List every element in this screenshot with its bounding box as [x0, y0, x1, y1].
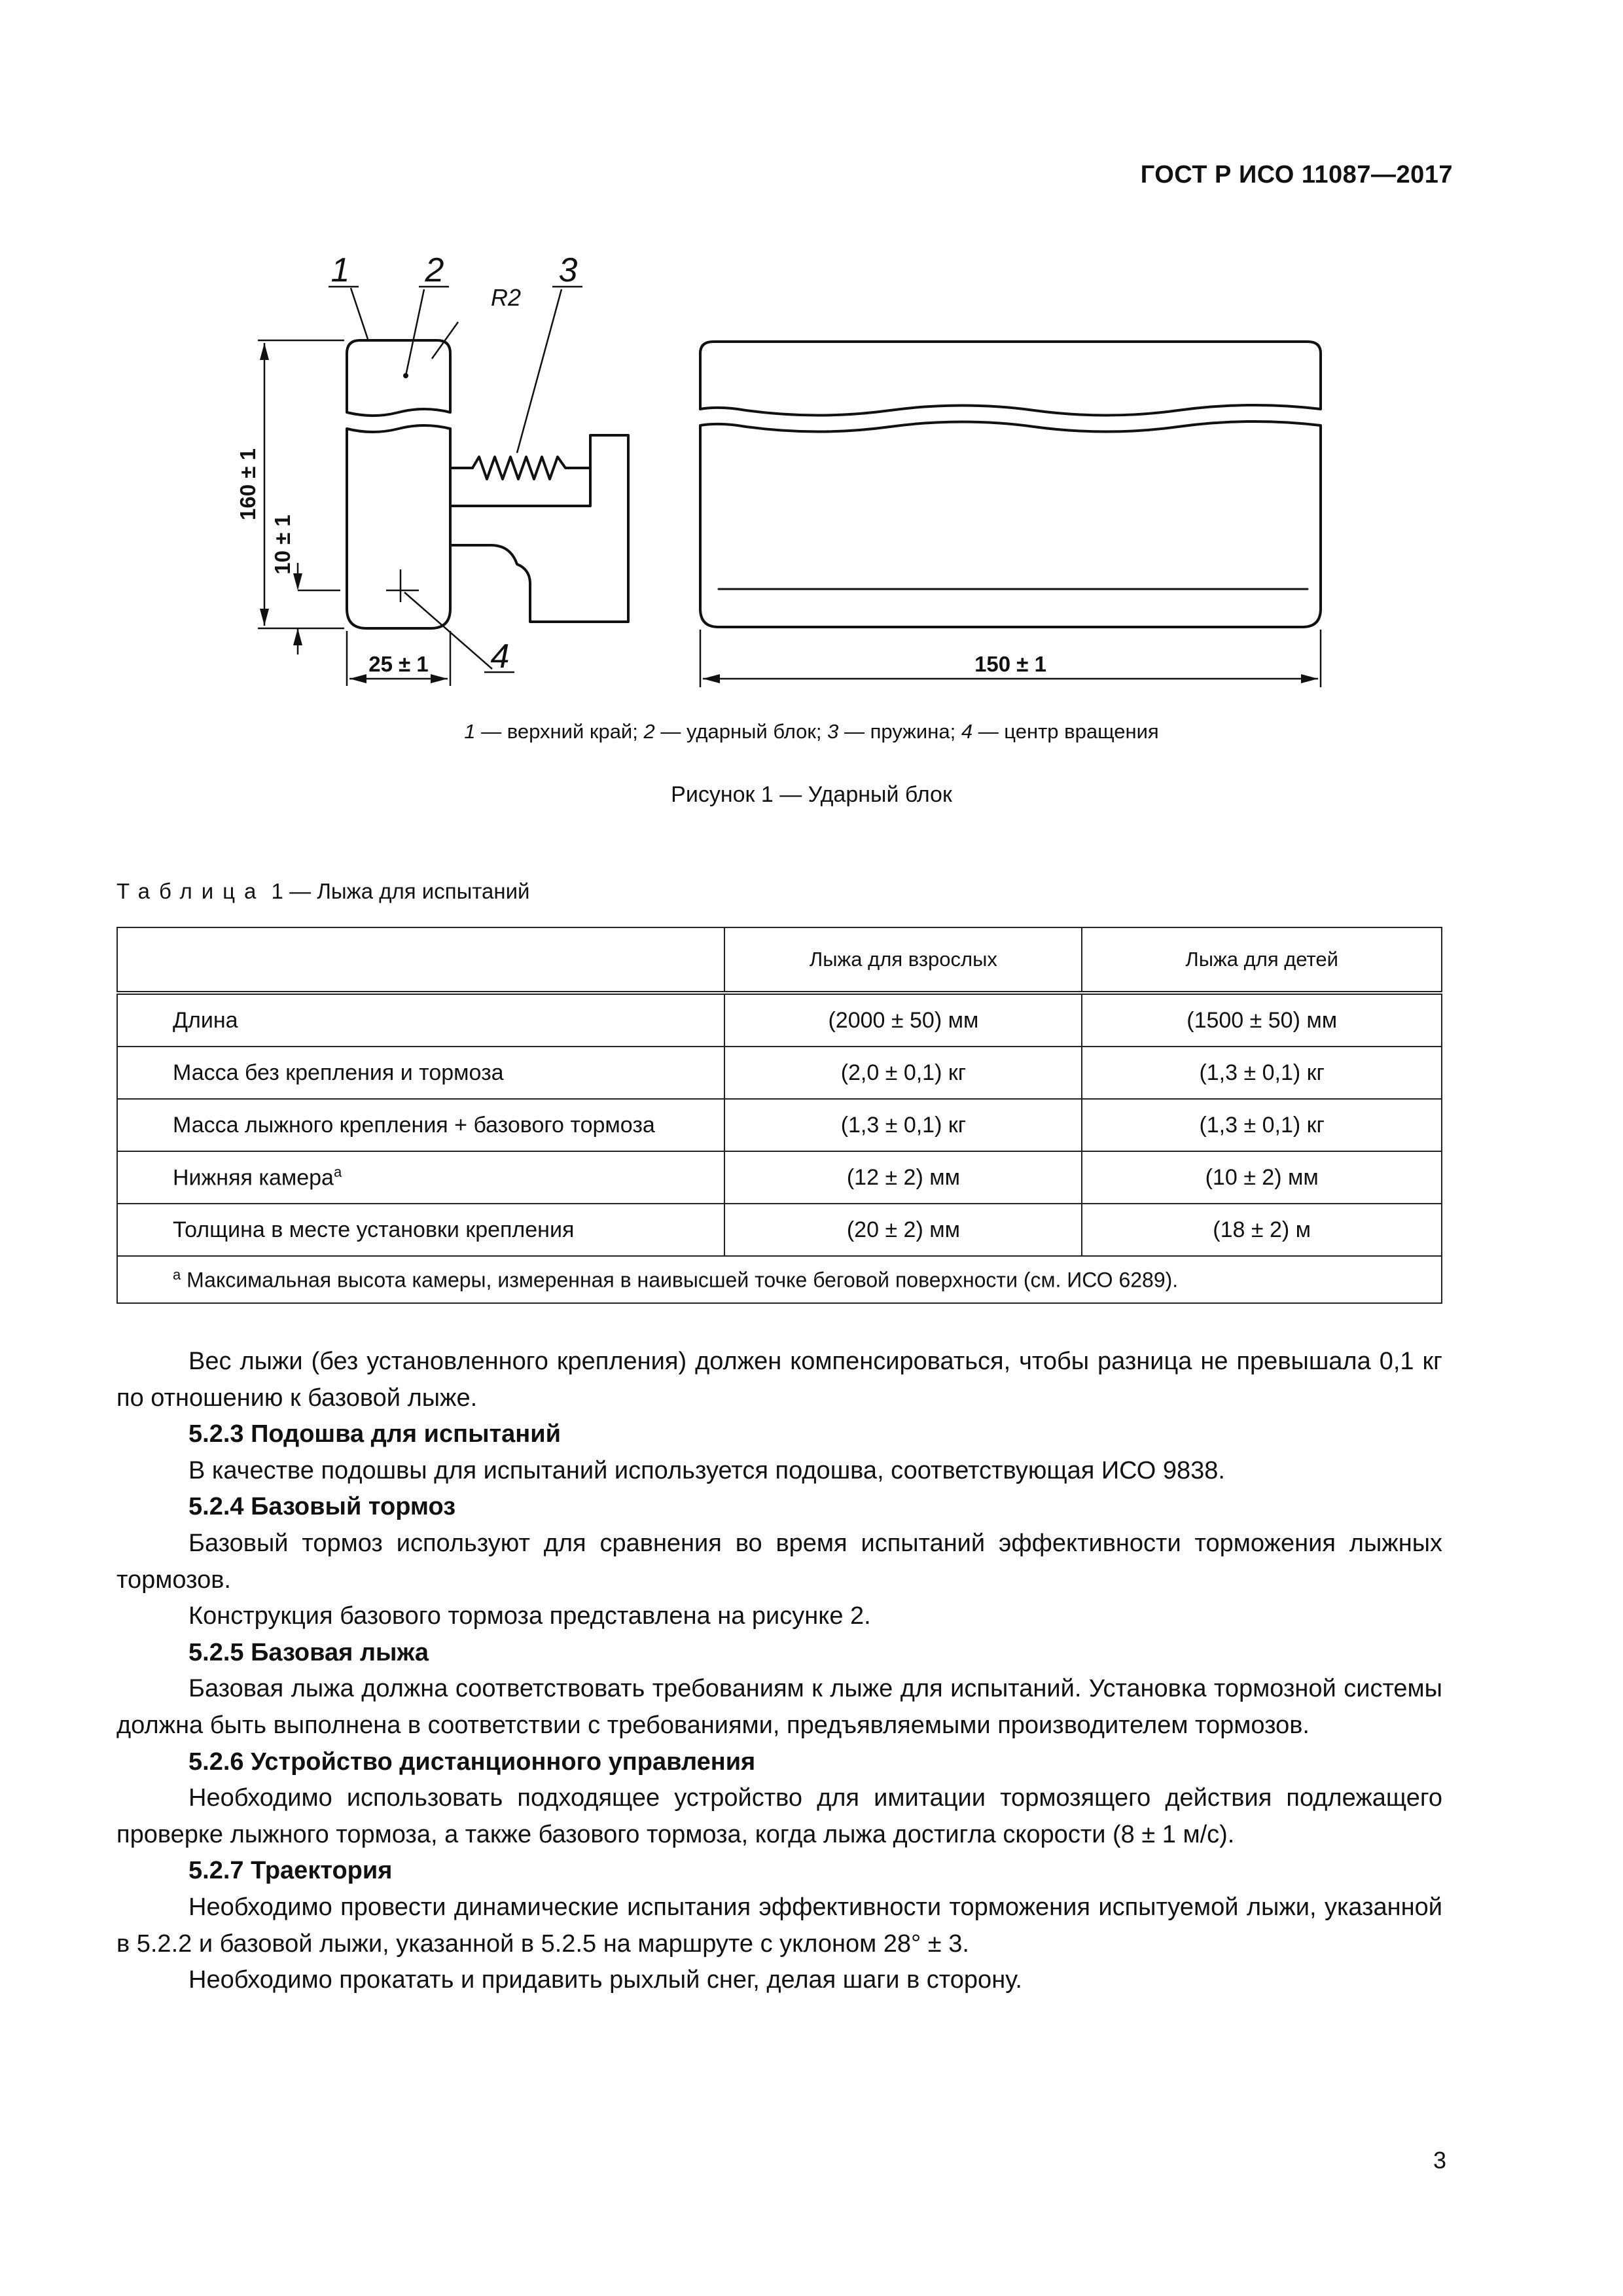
section-heading: 5.2.6 Устройство дистанционного управления: [188, 1748, 756, 1776]
table-header-row: [117, 927, 1442, 993]
ski-spec-table: [116, 927, 1442, 1304]
section-heading: 5.2.7 Траектория: [188, 1857, 393, 1885]
row-label: Толщина в месте установки крепления: [117, 1204, 724, 1256]
table-footnote-row: [117, 1256, 1442, 1303]
callout-1: 1: [330, 251, 350, 289]
callout-3: 3: [558, 251, 578, 289]
table-row: [117, 993, 1442, 1047]
radius-label: R2: [491, 284, 522, 311]
adult-value: (1,3 ± 0,1) кг: [724, 1099, 1082, 1151]
impact-block-bottom: [347, 425, 450, 628]
header-cell: Лыжа для взрослых: [724, 927, 1082, 993]
row-label: Длина: [117, 993, 724, 1047]
ski-bottom: [700, 422, 1321, 627]
child-value: (18 ± 2) м: [1082, 1204, 1442, 1256]
impact-block-figure: [216, 242, 1329, 700]
adult-value: (12 ± 2) мм: [724, 1151, 1082, 1204]
callout-2: 2: [425, 251, 444, 289]
paragraph: Необходимо провести динамические испытания эффективности торможения испытуемой лыжи, указанной в 5.2.2 и базовой лыжи, указанной в 5.2.5 на маршруте с уклоном 28° ± 3.: [116, 1893, 1442, 1958]
callout-4: 4: [490, 637, 510, 675]
row-label: Масса без крепления и тормоза: [117, 1047, 724, 1099]
paragraph: Вес лыжи (без установленного крепления) должен компенсироваться, чтобы разница не превышала 0,1 кг по отношению к базовой лыже.: [116, 1348, 1442, 1412]
body-text: [116, 1344, 1442, 1999]
table-footnote: $^a$ Максимальная высота камеры, измеренная в наивысшей точке беговой поверхности (см. ИСО 6289).: [117, 1256, 1442, 1303]
ski-top: [700, 342, 1321, 416]
header-cell: [117, 927, 724, 993]
adult-value: (2,0 ± 0,1) кг: [724, 1047, 1082, 1099]
paragraph: Конструкция базового тормоза представлена на рисунке 2.: [188, 1602, 871, 1630]
section-heading: 5.2.3 Подошва для испытаний: [188, 1420, 561, 1448]
footnote-ref: a: [333, 1164, 342, 1181]
table-row: [117, 1047, 1442, 1099]
impact-block-top: [347, 340, 450, 416]
document-header: ГОСТ Р ИСО 11087—2017: [1140, 161, 1453, 188]
paragraph: Базовый тормоз используют для сравнения во время испытаний эффективности торможения лыжных тормозов.: [116, 1529, 1442, 1594]
dim-width: 25 ± 1: [368, 652, 429, 676]
header-cell: Лыжа для детей: [1082, 927, 1442, 993]
child-value: (1500 ± 50) мм: [1082, 993, 1442, 1047]
figure-caption: Рисунок 1 — Ударный блок: [671, 782, 952, 807]
paragraph: Необходимо использовать подходящее устройство для имитации тормозящего действия подлежащего проверке лыжного тормоза, а также базового тормоза, когда лыжа достигла скорости (8 ± 1 м/с).: [116, 1784, 1442, 1848]
figure-key: 1 — верхний край; 2 — ударный блок; 3 — пружина; 4 — центр вращения: [464, 720, 1159, 743]
paragraph: Базовая лыжа должна соответствовать требованиям к лыже для испытаний. Установка тормозной системы должна быть выполнена в соответствии с требованиями, предъявляемыми производителем тормозов.: [116, 1675, 1442, 1739]
table-title: Таблица 1 — Лыжа для испытаний: [116, 879, 530, 903]
paragraph: В качестве подошвы для испытаний используется подошва, соответствующая ИСО 9838.: [188, 1456, 1225, 1484]
section-heading: 5.2.5 Базовая лыжа: [188, 1638, 429, 1666]
row-label: Нижняя камера$^a$: [117, 1151, 724, 1204]
child-value: (1,3 ± 0,1) кг: [1082, 1047, 1442, 1099]
adult-value: (2000 ± 50) мм: [724, 993, 1082, 1047]
child-value: (1,3 ± 0,1) кг: [1082, 1099, 1442, 1151]
dim-height: 160 ± 1: [236, 448, 260, 520]
table-row: [117, 1099, 1442, 1151]
paragraph: Необходимо прокатать и придавить рыхлый снег, делая шаги в сторону.: [188, 1966, 1022, 1994]
dim-offset: 10 ± 1: [270, 514, 294, 575]
child-value: (10 ± 2) мм: [1082, 1151, 1442, 1204]
table-row: [117, 1151, 1442, 1204]
row-label: Масса лыжного крепления + базового тормоза: [117, 1099, 724, 1151]
section-heading: 5.2.4 Базовый тормоз: [188, 1493, 456, 1521]
page-number: 3: [1433, 2147, 1446, 2174]
spring: [473, 457, 568, 479]
dim-length: 150 ± 1: [974, 652, 1046, 676]
table-row: [117, 1204, 1442, 1256]
adult-value: (20 ± 2) мм: [724, 1204, 1082, 1256]
